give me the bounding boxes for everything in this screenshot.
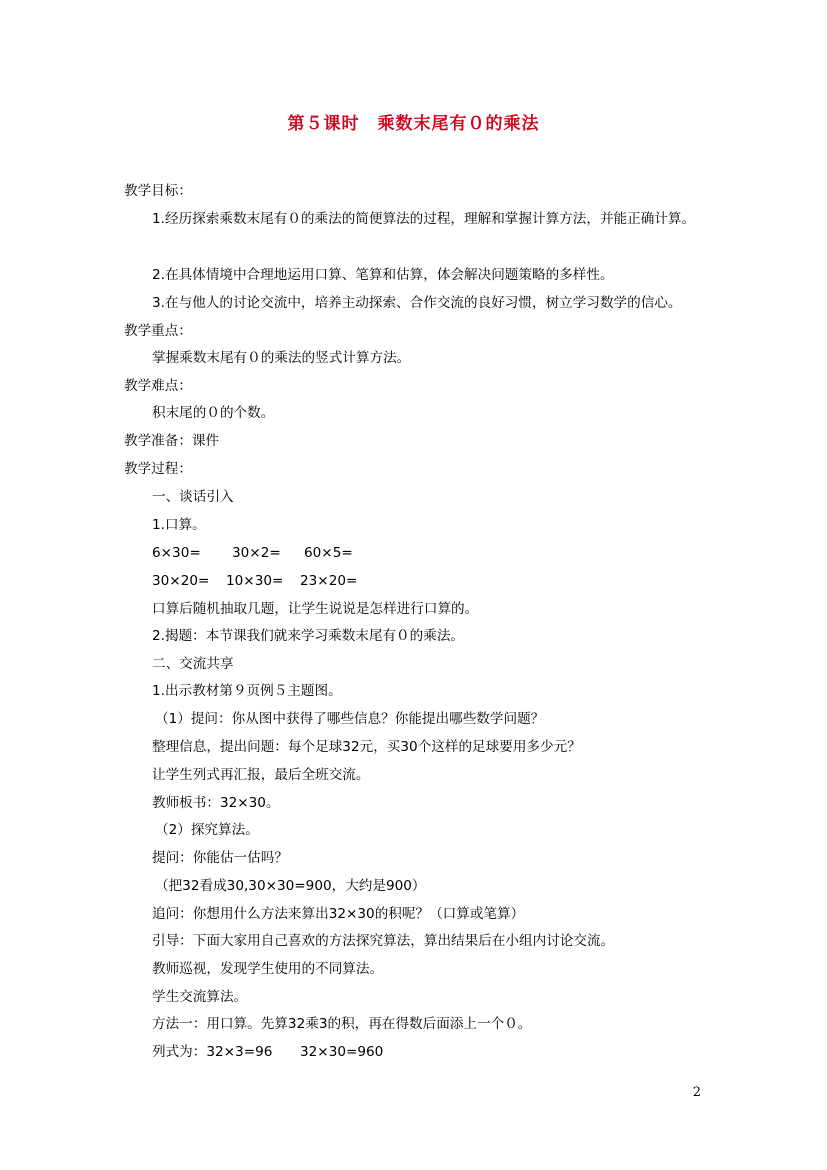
reveal-topic: 2.揭题：本节课我们就来学习乘数末尾有０的乘法。 [152,628,465,644]
board-writing: 教师板书：32×30。 [152,795,280,811]
key-point-text: 掌握乘数末尾有０的乘法的竖式计算方法。 [152,350,411,366]
teaching-goals-heading: 教学目标： [124,183,192,199]
goal-item-3: 3.在与他人的讨论交流中，培养主动探索、合作交流的良好习惯，树立学习数学的信心。 [152,295,682,311]
estimate-answer: （把32看成30,30×30=900，大约是900） [155,878,426,894]
section-exchange-heading: 二、交流共享 [152,656,234,672]
organize-info: 整理信息，提出问题：每个足球32元，买30个这样的足球要用多少元？ [152,739,581,755]
oral-calc-row-2 [152,571,380,591]
guide-text: 引导：下面大家用自己喜欢的方法探究算法，算出结果后在小组内讨论交流。 [152,933,615,949]
oral-calc-heading: 1.口算。 [152,517,206,533]
estimate-question: 提问：你能估一估吗？ [152,850,288,866]
oral-calc-note: 口算后随机抽取几题，让学生说说是怎样进行口算的。 [152,601,479,617]
key-point-heading: 教学重点： [124,323,192,339]
oral-expression: 10×30= [226,573,284,589]
oral-expression: 30×20= [152,573,210,589]
formula-line [152,1042,383,1062]
show-textbook: 1.出示教材第９页例５主题图。 [152,683,342,699]
formula-part: 列式为：32×3=96 [152,1044,273,1060]
student-report: 让学生列式再汇报，最后全班交流。 [152,767,370,783]
question-1: （1）提问：你从图中获得了哪些信息？你能提出哪些数学问题？ [155,711,545,727]
difficulty-heading: 教学难点： [124,378,192,394]
formula-part: 32×30=960 [300,1044,384,1060]
teacher-patrol: 教师巡视，发现学生使用的不同算法。 [152,961,384,977]
page-number: 2 [692,1085,701,1100]
preparation-line: 教学准备：课件 [124,433,220,449]
oral-calc-row-1 [152,543,384,563]
question-2: （2）探究算法。 [155,822,259,838]
student-exchange: 学生交流算法。 [152,989,248,1005]
follow-up-question: 追问：你想用什么方法来算出32×30的积呢？（口算或笔算） [152,906,525,922]
oral-expression: 60×5= [304,545,353,561]
section-intro-heading: 一、谈话引入 [152,489,234,505]
goal-item-1: 1.经历探索乘数末尾有０的乘法的简便算法的过程，理解和掌握计算方法，并能正确计算。 [152,211,696,227]
oral-expression: 23×20= [300,573,358,589]
page-title: 第５课时 乘数末尾有０的乘法 [287,114,540,134]
oral-expression: 6×30= [152,545,201,561]
oral-expression: 30×2= [232,545,281,561]
method-1: 方法一：用口算。先算32乘3的积，再在得数后面添上一个０。 [152,1016,532,1032]
goal-item-2: 2.在具体情境中合理地运用口算、笔算和估算，体会解决问题策略的多样性。 [152,267,614,283]
difficulty-text: 积末尾的０的个数。 [152,405,275,421]
process-heading: 教学过程： [124,461,192,477]
